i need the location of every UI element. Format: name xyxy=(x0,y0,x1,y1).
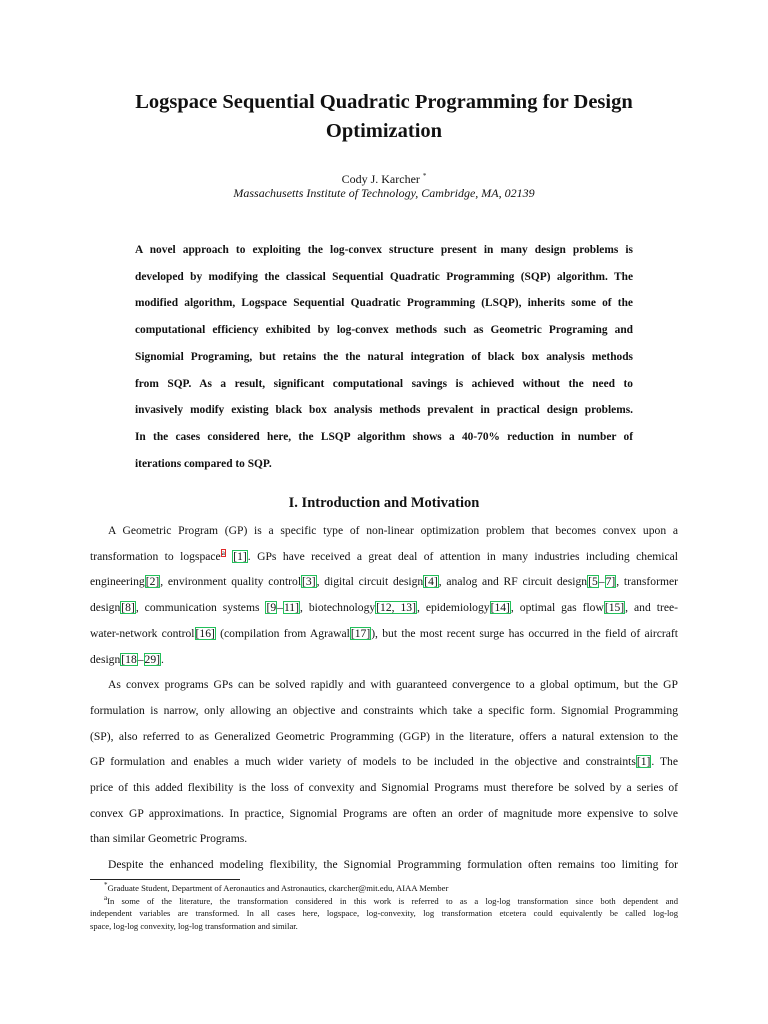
abstract-line: developed by modifying the classical Sequential Quadratic Programming (SQP) algorithm. The xyxy=(135,270,633,283)
body-line: As convex programs GPs can be solved rapidly and with guaranteed convergence to a global optimum, but the GP xyxy=(108,678,678,692)
abstract-line: from SQP. As a result, significant computational savings is achieved without the need to xyxy=(135,377,633,390)
author-footnote-mark: * xyxy=(422,172,427,180)
body-line: Despite the enhanced modeling flexibility, the Signomial Programming formulation often remains too limiting for xyxy=(108,858,678,872)
text-run: , communication systems xyxy=(135,601,266,615)
text-run: , and tree- xyxy=(625,601,678,615)
text-run: , analog and RF circuit design xyxy=(438,575,588,589)
citation-link[interactable]: 11] xyxy=(283,601,299,615)
footnote-link[interactable]: a xyxy=(221,548,225,557)
text-run: design xyxy=(90,652,121,666)
text-run: , transformer xyxy=(616,575,678,589)
body-line: than similar Geometric Programs. xyxy=(90,832,248,846)
text-run: , digital circuit design xyxy=(316,575,424,589)
citation-link[interactable]: [5 xyxy=(588,575,598,589)
citation-link[interactable]: [17] xyxy=(350,626,371,640)
citation-link[interactable]: [12, 13] xyxy=(376,601,416,615)
citation-link[interactable]: [2] xyxy=(145,575,160,589)
text-run: , epidemiology xyxy=(416,601,490,615)
abstract xyxy=(135,237,633,477)
abstract-line: A novel approach to exploiting the log-convex structure present in many design problems is xyxy=(135,244,633,256)
text-run: , environment quality control xyxy=(160,575,302,589)
text-run: , optimal gas flow xyxy=(510,601,604,615)
text-run: , biotechnology xyxy=(299,601,376,615)
abstract-line: computational efficiency exhibited by log-convex methods such as Geometric Programing and xyxy=(135,324,633,337)
author-name xyxy=(0,172,768,187)
text-run: transformation to logspace xyxy=(90,549,221,563)
footnote-mark: a xyxy=(104,893,108,902)
footnote-text: Graduate Student, Department of Aeronautics and Astronautics, ckarcher@mit.edu, AIAA Member xyxy=(107,883,449,893)
title-line: Logspace Sequential Quadratic Programming for Design xyxy=(135,91,633,113)
text-run: water-network control xyxy=(90,626,195,640)
paper-title xyxy=(90,88,678,146)
footnote-line: independent variables are transformed. In all cases here, logspace, log-convexity, log transformation etcetera could equivalently be called log-log xyxy=(90,908,678,919)
body-line: convex GP approximations. In practice, Signomial Programs are often an order of magnitude more expensive to solve xyxy=(90,806,678,820)
citation-link[interactable]: [9 xyxy=(266,601,277,615)
footnotes xyxy=(90,882,678,932)
footnote-line: space, log-log convexity, log-log transformation and similar. xyxy=(90,920,298,931)
citation-link[interactable]: [18 xyxy=(121,652,137,666)
abstract-line: Signomial Programing, but retains the the natural integration of black box analysis methods xyxy=(135,350,633,363)
abstract-line: modified algorithm, Logspace Sequential Quadratic Programming (LSQP), inherits some of the xyxy=(135,297,633,310)
text-run: design xyxy=(90,601,121,615)
citation-link[interactable]: [1] xyxy=(233,549,247,563)
body-line xyxy=(90,544,678,570)
body-line xyxy=(90,621,678,647)
section-heading: I. Introduction and Motivation xyxy=(288,495,480,511)
abstract-line: In the cases considered here, the LSQP algorithm shows a 40-70% reduction in number of xyxy=(135,430,633,443)
text-run: – xyxy=(598,575,605,589)
body-line: (SP), also referred to as Generalized Geometric Programming (GGP) in the literature, offers a natural extension to the xyxy=(90,729,678,743)
citation-link[interactable]: [4] xyxy=(424,575,438,589)
text-run: . xyxy=(161,652,164,666)
text-run: (compilation from Agrawal xyxy=(215,626,350,640)
title-line: Optimization xyxy=(325,120,443,142)
author-name-text: Cody J. Karcher xyxy=(341,172,420,186)
citation-link[interactable]: 29] xyxy=(144,652,161,666)
citation-link[interactable]: [3] xyxy=(302,575,316,589)
body-line xyxy=(90,569,678,595)
body-line: price of this added flexibility is the loss of convexity and Signomial Programs must therefore be solved by a series of xyxy=(90,781,678,795)
citation-link[interactable]: [8] xyxy=(121,601,135,615)
body-line xyxy=(90,749,678,775)
citation-link[interactable]: [15] xyxy=(604,601,625,615)
footnote xyxy=(90,895,678,908)
footnote xyxy=(90,882,678,895)
abstract-line: invasively modify existing black box analysis methods prevalent in practical design problems. xyxy=(135,404,633,417)
body-line: A Geometric Program (GP) is a specific type of non-linear optimization problem that becomes convex upon a xyxy=(108,524,678,537)
text-run: – xyxy=(277,601,283,615)
body-line: formulation is narrow, only allowing an objective and constraints which take a specific form. Signomial Programming xyxy=(90,703,678,717)
text-run: engineering xyxy=(90,575,145,589)
text-run: GP formulation and enables a much wider variety of models to be included in the objective and constraints xyxy=(90,755,636,769)
text-run: – xyxy=(137,652,144,666)
body-line xyxy=(90,595,678,621)
body-line xyxy=(90,647,678,673)
citation-link[interactable]: [14] xyxy=(490,601,510,615)
citation-link[interactable]: 7] xyxy=(605,575,616,589)
text-run: . The xyxy=(651,755,678,769)
footnote-text: In some of the literature, the transformation considered in this work is referred to as a log-log transformation since both dependent and xyxy=(107,895,678,906)
footnote-mark: * xyxy=(104,881,108,890)
text-run: . GPs have received a great deal of attention in many industries including chemical xyxy=(247,549,678,563)
footnote-rule xyxy=(90,879,240,880)
citation-link[interactable]: [16] xyxy=(195,626,215,640)
citation-link[interactable]: [1] xyxy=(636,755,651,769)
body-text xyxy=(90,518,678,878)
author-affiliation: Massachusetts Institute of Technology, Cambridge, MA, 02139 xyxy=(233,186,535,200)
abstract-line: iterations compared to SQP. xyxy=(135,457,272,470)
text-run: ), but the most recent surge has occurred in the field of aircraft xyxy=(371,626,678,640)
